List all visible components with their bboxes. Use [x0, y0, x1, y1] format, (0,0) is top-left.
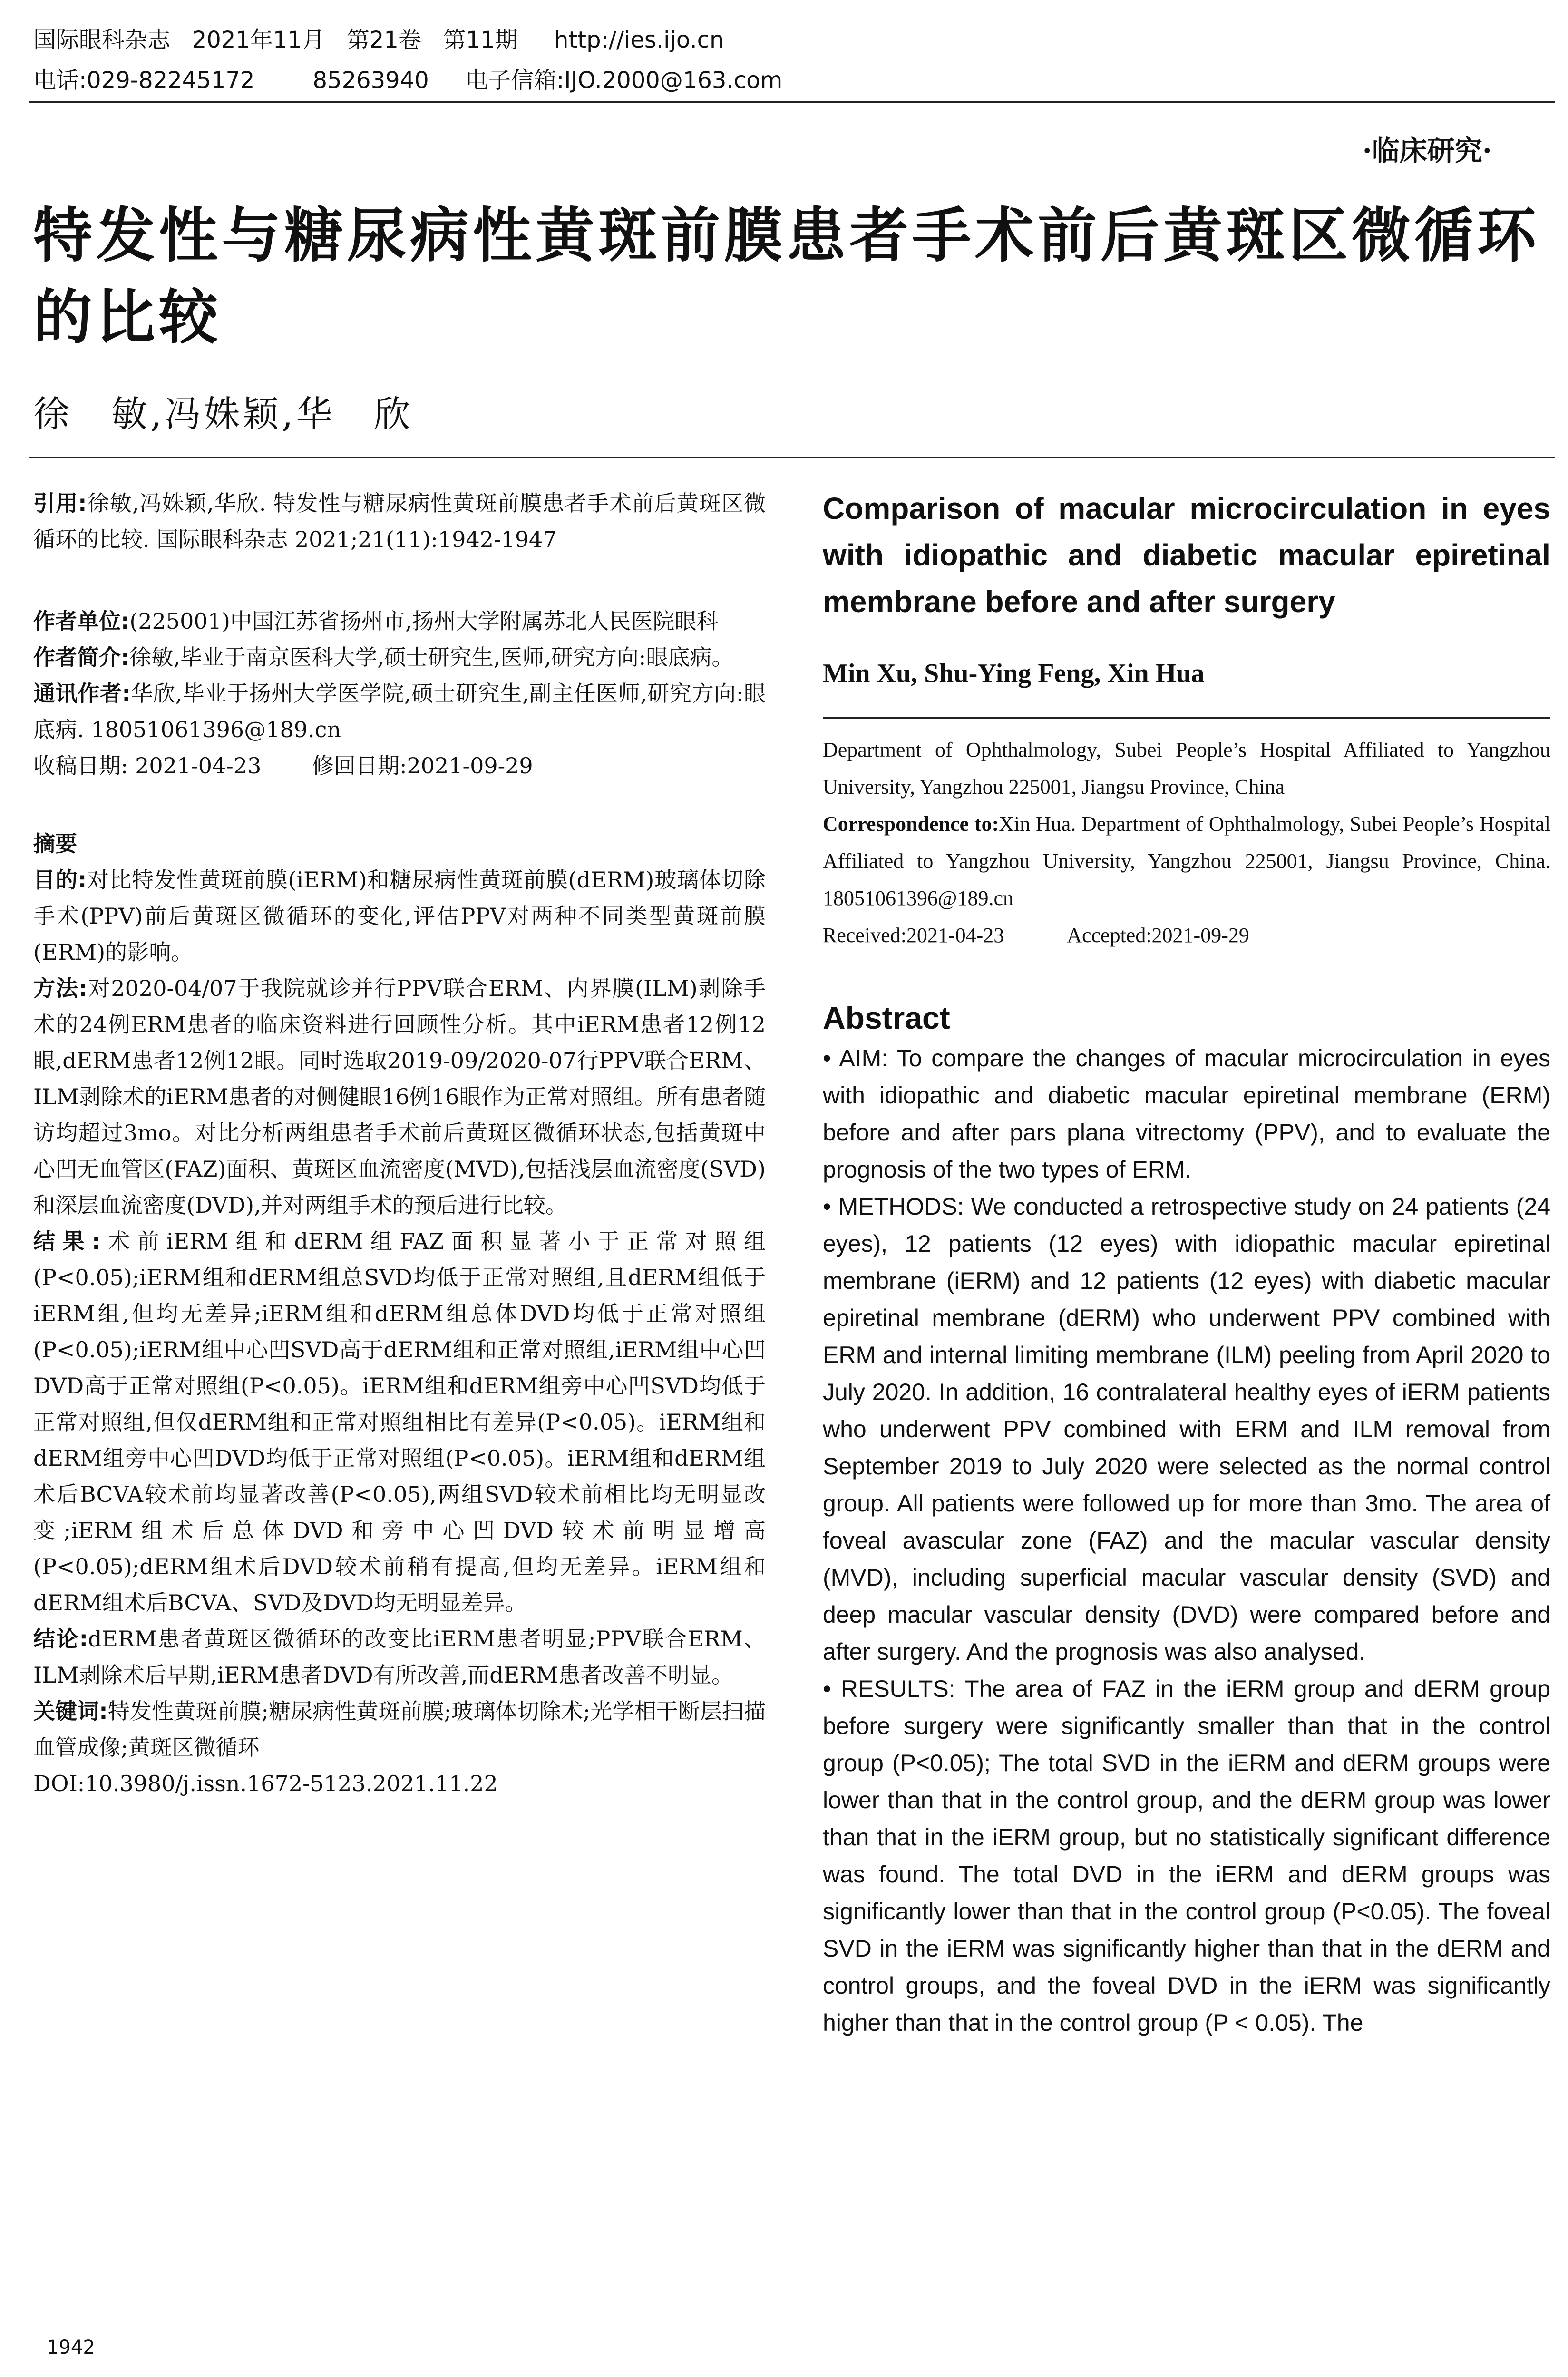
- aim-text: 对比特发性黄斑前膜(iERM)和糖尿病性黄斑前膜(dERM)玻璃体切除手术(PPV)前后黄斑区微循环的变化,评估PPV对两种不同类型黄斑前膜(ERM)的影响。: [33, 867, 766, 965]
- en-aim: • AIM: To compare the changes of macular microcirculation in eyes with idiopathic and diabetic macular epiretinal membrane (ERM) before and after pars plana vitrectomy (PPV), and to evaluate the prognosis of the two types of ERM.: [823, 1045, 1550, 1183]
- english-affiliation: Department of Ophthalmology, Subei People’s Hospital Affiliated to Yangzhou University, Yangzhou 225001, Jiangsu Province, China: [823, 738, 1550, 799]
- english-correspondence: [823, 806, 1550, 917]
- english-affiliation-block: [823, 731, 1550, 954]
- abstract-heading-cn: 摘要: [33, 831, 77, 857]
- keywords-text: 特发性黄斑前膜;糖尿病性黄斑前膜;玻璃体切除术;光学相干断层扫描血管成像;黄斑区微循环: [33, 1698, 766, 1760]
- page-number: 1942: [47, 2337, 95, 2358]
- aim-label: 目的:: [33, 867, 87, 893]
- correspondence-label: Correspondence to:: [823, 812, 999, 836]
- doi: DOI:10.3980/j.issn.1672-5123.2021.11.22: [33, 1771, 498, 1796]
- header-rule: [29, 101, 1555, 103]
- english-rule: [823, 717, 1550, 719]
- journal-header-line2: 电话:029-82245172 85263940 电子信箱:IJO.2000@163.com: [33, 67, 783, 94]
- aim: [33, 862, 766, 970]
- affiliation: [33, 603, 766, 639]
- abstract-heading-en: Abstract: [823, 1000, 950, 1035]
- methods: [33, 970, 766, 1223]
- authors: 徐 敏,冯姝颖,华 欣: [33, 393, 413, 435]
- english-title: Comparison of macular microcirculation in eyes with idiopathic and diabetic macular epiretinal membrane before and after surgery: [823, 491, 1550, 619]
- chinese-column: [33, 485, 766, 1802]
- citation-label: 引用:: [33, 490, 87, 516]
- correspondence-text: Xin Hua. Department of Ophthalmology, Subei People’s Hospital Affiliated to Yangzhou University, Yangzhou 225001, Jiangsu Province, China. 18051061396@189.cn: [823, 812, 1550, 910]
- paper-title: 特发性与糖尿病性黄斑前膜患者手术前后黄斑区微循环的比较: [33, 202, 1540, 352]
- keywords: [33, 1693, 766, 1765]
- dates: 收稿日期: 2021-04-23 修回日期:2021-09-29: [33, 753, 533, 779]
- results-text: 术前iERM组和dERM组FAZ面积显著小于正常对照组(P<0.05);iERM组和dERM组总SVD均低于正常对照组,且dERM组低于iERM组,但均无差异;iERM组和dERM组总体DVD均低于正常对照组(P<0.05);iERM组中心凹SVD高于dERM组和正常对照组,iERM组中心凹DVD高于正常对照组(P<0.05)。iERM组和dERM组旁中心凹SVD均低于正常对照组,但仅dERM组和正常对照组相比有差异(P<0.05)。iERM组和dERM组旁中心凹DVD均低于正常对照组(P<0.05)。iERM组和dERM组术后BCVA较术前均显著改善(P<0.05),两组SVD较术前相比均无明显改变;iERM组术后总体DVD和旁中心凹DVD较术前明显增高(P<0.05);dERM组术后DVD较术前稍有提高,但均无差异。iERM组和dERM组术后BCVA、SVD及DVD均无明显差异。: [33, 1228, 766, 1616]
- english-authors: Min Xu, Shu-Ying Feng, Xin Hua: [823, 659, 1205, 688]
- citation-text: 徐敏,冯姝颖,华欣. 特发性与糖尿病性黄斑前膜患者手术前后黄斑区微循环的比较. 国际眼科杂志 2021;21(11):1942-1947: [33, 490, 766, 552]
- results-label: 结果:: [33, 1228, 101, 1254]
- en-methods: • METHODS: We conducted a retrospective study on 24 patients (24 eyes), 12 patients (12 eyes) with idiopathic macular epiretinal membrane (iERM) and 12 patients (12 eyes) with diabetic macular epiretinal membrane (dERM) who underwent PPV combined with ERM and internal limiting membrane (ILM) peeling from April 2020 to July 2020. In addition, 16 contralateral healthy eyes of iERM patients who underwent PPV combined with ERM and ILM removal from September 2019 to July 2020 were selected as the normal control group. All patients were followed up for more than 3mo. The area of foveal avascular zone (FAZ) and the macular vascular density (MVD), including superficial macular vascular density (SVD) and deep macular vascular density (DVD) were compared before and after surgery. And the prognosis was also analysed.: [823, 1193, 1550, 1665]
- methods-text: 对2020-04/07于我院就诊并行PPV联合ERM、内界膜(ILM)剥除手术的24例ERM患者的临床资料进行回顾性分析。其中iERM患者12例12眼,dERM患者12例12眼。同时选取2019-09/2020-07行PPV联合ERM、ILM剥除术的iERM患者的对侧健眼16例16眼作为正常对照组。所有患者随访均超过3mo。对比分析两组患者手术前后黄斑区微循环状态,包括黄斑中心凹无血管区(FAZ)面积、黄斑区血流密度(MVD),包括浅层血流密度(SVD)和深层血流密度(DVD),并对两组手术的预后进行比较。: [33, 975, 766, 1218]
- conclusion-label: 结论:: [33, 1626, 88, 1652]
- en-results: • RESULTS: The area of FAZ in the iERM group and dERM group before surgery were significantly smaller than that in the control group (P<0.05); The total SVD in the iERM and dERM groups were lower than that in the control group, and the dERM group was lower than that in the iERM group, but no statistically significant difference was found. The total DVD in the iERM and dERM groups was significantly lower than that in the control group (P<0.05). The foveal SVD in the iERM was significantly higher than that in the dERM and control groups, and the foveal DVD in the iERM was significantly higher than that in the control group (P < 0.05). The: [823, 1676, 1550, 2036]
- results: [33, 1223, 766, 1621]
- corr-label: 通讯作者:: [33, 681, 131, 706]
- methods-label: 方法:: [33, 975, 88, 1001]
- author-bio: [33, 639, 766, 675]
- title-rule: [29, 457, 1555, 458]
- english-column: [823, 485, 1550, 2041]
- affiliation-label: 作者单位:: [33, 608, 130, 634]
- corr-text: 华欣,毕业于扬州大学医学院,硕士研究生,副主任医师,研究方向:眼底病. 18051061396@189.cn: [33, 681, 766, 742]
- bio-text: 徐敏,毕业于南京医科大学,硕士研究生,医师,研究方向:眼底病。: [129, 644, 734, 670]
- conclusion-text: dERM患者黄斑区微循环的改变比iERM患者明显;PPV联合ERM、ILM剥除术后早期,iERM患者DVD有所改善,而dERM患者改善不明显。: [33, 1626, 766, 1688]
- affiliation-text: (225001)中国江苏省扬州市,扬州大学附属苏北人民医院眼科: [129, 608, 719, 634]
- english-abstract: [823, 1040, 1550, 2041]
- bio-label: 作者简介:: [33, 644, 130, 670]
- conclusion: [33, 1621, 766, 1693]
- corresponding-author: [33, 675, 766, 748]
- citation: [33, 485, 766, 557]
- english-dates: Received:2021-04-23 Accepted:2021-09-29: [823, 924, 1249, 947]
- journal-header-line1: 国际眼科杂志 2021年11月 第21卷 第11期 http://ies.ijo.cn: [33, 27, 724, 53]
- section-tag: ·临床研究·: [1362, 135, 1492, 167]
- keywords-label: 关键词:: [33, 1698, 108, 1724]
